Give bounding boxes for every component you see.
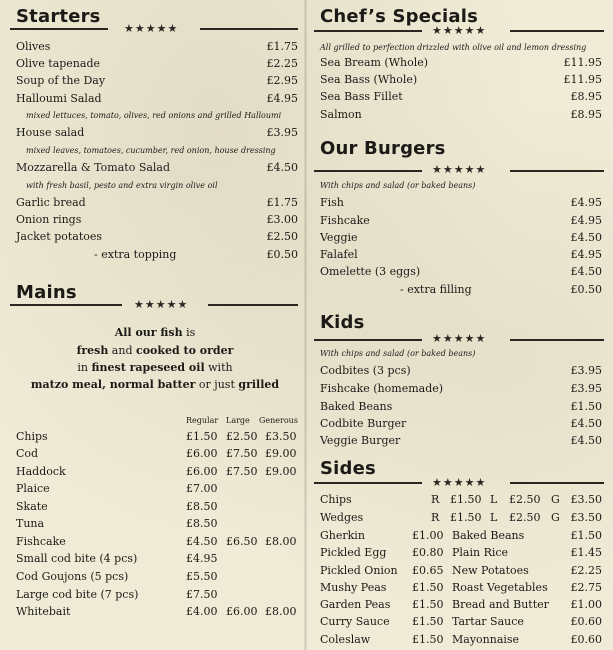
burgers-note: With chips and salad (or baked beans) (320, 181, 476, 190)
specials-item-price: £8.95 (570, 90, 602, 103)
sides-price-a: £1.50 (412, 581, 444, 594)
starters-heading: Starters (16, 6, 101, 27)
burgers-heading: Our Burgers (320, 138, 446, 159)
sides-rule-right (510, 482, 604, 484)
kids-item-name: Baked Beans (320, 400, 393, 413)
starter-item-olives: Olives (16, 40, 51, 53)
kids-note: With chips and salad (or baked beans) (320, 349, 476, 358)
mains-item-name: Fishcake (16, 535, 66, 548)
specials-rule-right (510, 30, 604, 32)
sides-item-b: Tartar Sauce (452, 615, 524, 628)
burgers-item-price: £4.95 (570, 214, 602, 227)
sides-price-g: £3.50 (570, 511, 602, 524)
sides-item-a: Pickled Onion (320, 564, 398, 577)
kids-rule-right (510, 339, 604, 341)
starter-item-jacket: Jacket potatoes (16, 230, 103, 243)
sides-price-r: £1.50 (450, 493, 482, 506)
burgers-item-name: Fishcake (320, 214, 370, 227)
mains-price-generous: £8.00 (265, 605, 297, 618)
mains-price-generous: £9.00 (265, 465, 297, 478)
sides-price-a: £1.50 (412, 598, 444, 611)
kids-stars: ★★★★★ (432, 332, 487, 345)
mains-price-regular: £5.50 (186, 570, 218, 583)
mains-item-name: Large cod bite (7 pcs) (16, 588, 139, 601)
mains-price-large: £7.50 (226, 465, 258, 478)
page-fold (304, 0, 307, 650)
mains-price-regular: £7.00 (186, 482, 218, 495)
mains-price-regular: £4.95 (186, 552, 218, 565)
sides-price-b: £1.50 (570, 529, 602, 542)
sides-size-g: G (551, 493, 560, 506)
sides-rule-left (314, 482, 422, 484)
burgers-item-price: £4.50 (570, 231, 602, 244)
sides-item-a: Garden Peas (320, 598, 391, 611)
burgers-item-price: £0.50 (570, 283, 602, 296)
starter-price-soup: £2.95 (266, 74, 298, 87)
sides-sized-name: Wedges (320, 511, 364, 524)
mains-rule-right (208, 304, 298, 306)
mains-item-name: Haddock (16, 465, 66, 478)
mains-item-name: Cod (16, 447, 39, 460)
starter-price-mozzarella: £4.50 (266, 161, 298, 174)
starter-price-onion-rings: £3.00 (266, 213, 298, 226)
mains-price-regular: £8.50 (186, 517, 218, 530)
kids-item-price: £1.50 (570, 400, 602, 413)
mains-item-name: Tuna (16, 517, 45, 530)
burgers-item-price: £4.95 (570, 248, 602, 261)
starter-price-jacket: £2.50 (266, 230, 298, 243)
specials-item-price: £11.95 (563, 73, 602, 86)
burgers-stars: ★★★★★ (432, 163, 487, 176)
sides-size-g: G (551, 511, 560, 524)
burgers-item-price: £4.50 (570, 265, 602, 278)
sides-sized-name: Chips (320, 493, 352, 506)
sides-price-a: £1.00 (412, 529, 444, 542)
burgers-item-name: Falafel (320, 248, 358, 261)
starter-item-garlic-bread: Garlic bread (16, 196, 86, 209)
kids-item-price: £3.95 (570, 364, 602, 377)
mains-price-regular: £6.00 (186, 447, 218, 460)
sides-price-a: £0.80 (412, 546, 444, 559)
mains-rule-left (10, 304, 122, 306)
starter-note-house-salad: mixed leaves, tomatoes, cucumber, red onion, house dressing (26, 146, 276, 155)
mains-col-large: Large (226, 416, 250, 425)
mains-price-regular: £1.50 (186, 430, 218, 443)
mains-item-name: Small cod bite (4 pcs) (16, 552, 138, 565)
kids-rule-left (314, 339, 422, 341)
burgers-item-name: - extra filling (400, 283, 472, 296)
mains-intro-line3: in finest rapeseed oil with (77, 361, 233, 374)
mains-item-name: Chips (16, 430, 48, 443)
burgers-item-price: £4.95 (570, 196, 602, 209)
sides-item-a: Pickled Egg (320, 546, 387, 559)
kids-item-name: Codbites (3 pcs) (320, 364, 411, 377)
kids-item-price: £4.50 (570, 434, 602, 447)
mains-intro-line2: fresh and cooked to order (76, 344, 234, 357)
mains-price-regular: £4.00 (186, 605, 218, 618)
mains-item-name: Cod Goujons (5 pcs) (16, 570, 129, 583)
specials-heading: Chef’s Specials (320, 6, 479, 27)
mains-price-large: £2.50 (226, 430, 258, 443)
kids-heading: Kids (320, 312, 365, 333)
sides-item-b: Plain Rice (452, 546, 509, 559)
mains-item-name: Plaice (16, 482, 50, 495)
mains-item-name: Whitebait (16, 605, 71, 618)
mains-price-regular: £6.00 (186, 465, 218, 478)
mains-price-large: £7.50 (226, 447, 258, 460)
specials-item-name: Salmon (320, 108, 362, 121)
mains-item-name: Skate (16, 500, 48, 513)
starter-item-extra-topping: - extra topping (94, 248, 177, 261)
sides-item-b: Mayonnaise (452, 633, 520, 646)
starter-price-tapenade: £2.25 (266, 57, 298, 70)
starter-price-extra-topping: £0.50 (266, 248, 298, 261)
specials-item-price: £8.95 (570, 108, 602, 121)
sides-size-r: R (431, 493, 440, 506)
specials-item-name: Sea Bass (Whole) (320, 73, 418, 86)
sides-item-a: Gherkin (320, 529, 365, 542)
sides-price-a: £1.50 (412, 633, 444, 646)
mains-price-regular: £4.50 (186, 535, 218, 548)
starter-price-halloumi: £4.95 (266, 92, 298, 105)
specials-stars: ★★★★★ (432, 24, 487, 37)
sides-price-b: £0.60 (570, 615, 602, 628)
kids-item-price: £4.50 (570, 417, 602, 430)
specials-rule-left (314, 30, 422, 32)
kids-item-name: Fishcake (homemade) (320, 382, 444, 395)
starter-price-house-salad: £3.95 (266, 126, 298, 139)
starter-item-tapenade: Olive tapenade (16, 57, 100, 70)
mains-price-large: £6.00 (226, 605, 258, 618)
specials-note: All grilled to perfection drizzled with olive oil and lemon dressing (320, 43, 587, 52)
sides-price-b: £2.25 (570, 564, 602, 577)
starter-item-mozzarella: Mozzarella & Tomato Salad (16, 161, 171, 174)
sides-item-a: Mushy Peas (320, 581, 387, 594)
mains-price-generous: £9.00 (265, 447, 297, 460)
mains-col-regular: Regular (186, 416, 219, 425)
sides-item-b: Baked Beans (452, 529, 525, 542)
starter-note-halloumi: mixed lettuces, tomato, olives, red onions and grilled Halloumi (26, 111, 282, 120)
sides-heading: Sides (320, 458, 376, 479)
starter-price-garlic-bread: £1.75 (266, 196, 298, 209)
mains-heading: Mains (16, 282, 77, 303)
starter-note-mozzarella: with fresh basil, pesto and extra virgin olive oil (26, 181, 218, 190)
starter-item-soup: Soup of the Day (16, 74, 106, 87)
sides-stars: ★★★★★ (432, 476, 487, 489)
sides-price-l: £2.50 (509, 511, 541, 524)
starters-rule-right (200, 28, 298, 30)
burgers-item-name: Veggie (320, 231, 358, 244)
specials-item-name: Sea Bream (Whole) (320, 56, 429, 69)
sides-item-b: Roast Vegetables (452, 581, 548, 594)
burgers-rule-left (314, 170, 422, 172)
mains-price-generous: £3.50 (265, 430, 297, 443)
sides-price-b: £1.00 (570, 598, 602, 611)
mains-price-regular: £8.50 (186, 500, 218, 513)
mains-intro-line1: All our fish is (114, 326, 196, 339)
burgers-item-name: Omelette (3 eggs) (320, 265, 421, 278)
kids-item-price: £3.95 (570, 382, 602, 395)
sides-price-b: £2.75 (570, 581, 602, 594)
sides-price-a: £1.50 (412, 615, 444, 628)
sides-size-r: R (431, 511, 440, 524)
sides-size-l: L (490, 493, 498, 506)
starters-stars: ★★★★★ (124, 22, 179, 35)
sides-price-g: £3.50 (570, 493, 602, 506)
mains-stars: ★★★★★ (134, 298, 189, 311)
mains-price-large: £6.50 (226, 535, 258, 548)
burgers-rule-right (510, 170, 604, 172)
kids-item-name: Codbite Burger (320, 417, 407, 430)
sides-price-l: £2.50 (509, 493, 541, 506)
sides-item-a: Coleslaw (320, 633, 371, 646)
mains-price-regular: £7.50 (186, 588, 218, 601)
starter-price-olives: £1.75 (266, 40, 298, 53)
sides-item-a: Curry Sauce (320, 615, 390, 628)
burgers-item-name: Fish (320, 196, 344, 209)
sides-item-b: New Potatoes (452, 564, 529, 577)
sides-price-b: £0.60 (570, 633, 602, 646)
starter-item-house-salad: House salad (16, 126, 85, 139)
specials-item-price: £11.95 (563, 56, 602, 69)
sides-price-b: £1.45 (570, 546, 602, 559)
starter-item-halloumi: Halloumi Salad (16, 92, 102, 105)
specials-item-name: Sea Bass Fillet (320, 90, 403, 103)
sides-size-l: L (490, 511, 498, 524)
mains-intro-line4: matzo meal, normal batter or just grilled (30, 378, 280, 391)
mains-price-generous: £8.00 (265, 535, 297, 548)
starter-item-onion-rings: Onion rings (16, 213, 82, 226)
sides-price-r: £1.50 (450, 511, 482, 524)
mains-col-generous: Generous (259, 416, 298, 425)
kids-item-name: Veggie Burger (320, 434, 401, 447)
sides-price-a: £0.65 (412, 564, 444, 577)
starters-rule-left (10, 28, 108, 30)
sides-item-b: Bread and Butter (452, 598, 549, 611)
